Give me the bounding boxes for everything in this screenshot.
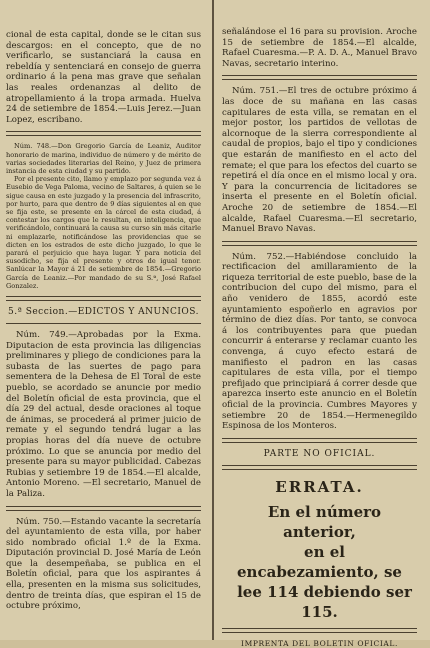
- right-column: [218, 0, 423, 648]
- paragraph-751: Núm. 751.—El tres de octubre próximo á las doce de su mañana en las casas capitulares de esta villa, se rematan en el mejor postor, los partidos de vellotas de alcornoque de la sierra correspondiente al caudal de propios, bajo el tipo y condiciones que estarán de manifiesto en el acto del remate; el que para los efectos del cuarto se repetirá el día once en el mismo local y ora. Y para la concurrencia de licitadores se inserta el presente en el Boletín oficial. Aroche 20 de setiembre de 1854.—El alcalde, Rafael Cuaresma.—El secretario, Manuel Bravo Navas.: [222, 86, 417, 235]
- paragraph-748: Núm. 748.—Don Gregorio García de Leaniz, Auditor honorario de marina, individuo de número y de mérito de varias sociedades literarias del Reino, y Juez de primera instancia de esta ciudad y su partido.: [6, 142, 201, 175]
- parte-heading: PARTE NO OFICIAL.: [263, 448, 376, 459]
- errata-line-2: en el encabezamiento, se: [237, 542, 402, 581]
- errata-title: ERRATA.: [275, 477, 364, 496]
- section-divider: [222, 438, 417, 443]
- paragraph-continuation: cional de esta capital, donde se le citan sus descargos: en el concepto, que de no verificarlo, se sustanciará la causa en rebeldía y sentenciará en consejo de guerra ordinario á la pena mas grave que señalan las reales ordenanzas al delito de atropellamiento á la tropa armada. Huelva 24 de setiembre de 1854.—Luis Jerez.—Juan Lopez, escribano.: [6, 30, 201, 125]
- paragraph-750: Núm. 750.—Estando vacante la secretaría del ayuntamiento de esta villa, por haber sido nombrado oficial 1.º de la Exma. Diputación provincial D. José María de León que la desempeñaba, se publica en el Boletín oficial, para que los aspirantes á ella, presenten en la misma sus solicitudes, dentro de treinta días, que espiran el 15 de octubre próximo,: [6, 516, 201, 612]
- section-divider: [222, 75, 417, 80]
- paragraph-752: Núm. 752.—Habiéndose concluido la rectificacion del amillaramiento de la riqueza territorial de este pueblo, base de la contribucion del cupo del mismo, para el año venidero de 1855, acordó este ayuntamiento espoñerlo en agravios por término de diez días. Por tanto, se convoca á los contribuyentes para que puedan concurrir á enterarse y reclamar cuanto les convenga, á cuyo efecto estará de manifiesto el padron en las casas capitulares de esta villa, por el tiempo prefijado que principiará á correr desde que aparezca inserto este anuncio en el Boletín oficial de la provincia. Cumbres Mayores y setiembre 20 de 1854.—Hermenegildo Espinosa de los Monteros.: [222, 251, 417, 432]
- section-divider: [222, 465, 417, 470]
- section-divider: [6, 323, 201, 324]
- section-divider: [6, 296, 201, 301]
- section-divider: [6, 506, 201, 511]
- paragraph-748-body: Por el presente cito, llamo y emplazo por segunda vez á Eusebio de Vega Paloma, vecino de Saltares, á quien se le sigue causa en este juzgado y la presencia del infrascrito, por hurto, para que dentro de 9 días siguientes al en que se fija este, se presente en la cárcel de esta ciudad, á contestar los cargos que le resultan, en inteligencia, que verificándolo, continuará la causa su curso sin más citarle ni emplazarle, notificándose las providencias que se dicten en los estrados de este dicho juzgado, lo que le parará el perjuicio que haya lugar. Y para noticia del susodicho, se fija el presente y otros de igual tenor. Sanlúcar la Mayor á 21 de setiembre de 1854.—Gregorio García de Leaniz.—Por mandado de su S.ª, José Rafael Gonzalez.: [6, 175, 201, 290]
- errata-line-3: lee 114 debiendo ser 115.: [237, 582, 412, 621]
- section-divider: [6, 131, 201, 136]
- section-divider: [222, 241, 417, 246]
- imprint-line: IMPRENTA DEL BOLETIN OFICIAL.: [241, 638, 398, 648]
- errata-line-1: En el número anterior,: [267, 502, 382, 541]
- left-column: [0, 0, 205, 640]
- paragraph-continuation: señalándose el 16 para su provision. Aroche 15 de setiembre de 1854.—El alcalde, Rafael Cuaresma.—P. A. D. A., Manuel Bravo Navas, secretario interino.: [222, 27, 417, 69]
- column-gutter-rule: [212, 0, 214, 640]
- section-heading: 5.ª Seccion.—EDICTOS Y ANUNCIOS.: [7, 307, 200, 317]
- paragraph-749: Núm. 749.—Aprobadas por la Exma. Diputacion de esta provincia las diligencias preliminares y pliego de condiciones para la subasta de las suertes de pago para sementera de la Dehesa de El Toral de este pueblo, se acordado se anuncie por medio del Boletín oficial de esta provincia, que el día 29 del actual, desde oraciones al toque de ánimas, se procederá al primer juicio de remate y el segundo tendrá lugar a las propias horas del día nueve de octubre próximo. Lo que se anuncia por medio del presente para su mayor publicidad. Cabezas Rubias y setiembre 19 de 1854.—El alcalde, Antonio Moreno. —El secretario, Manuel de la Paliza.: [6, 330, 201, 499]
- section-divider: [222, 628, 417, 633]
